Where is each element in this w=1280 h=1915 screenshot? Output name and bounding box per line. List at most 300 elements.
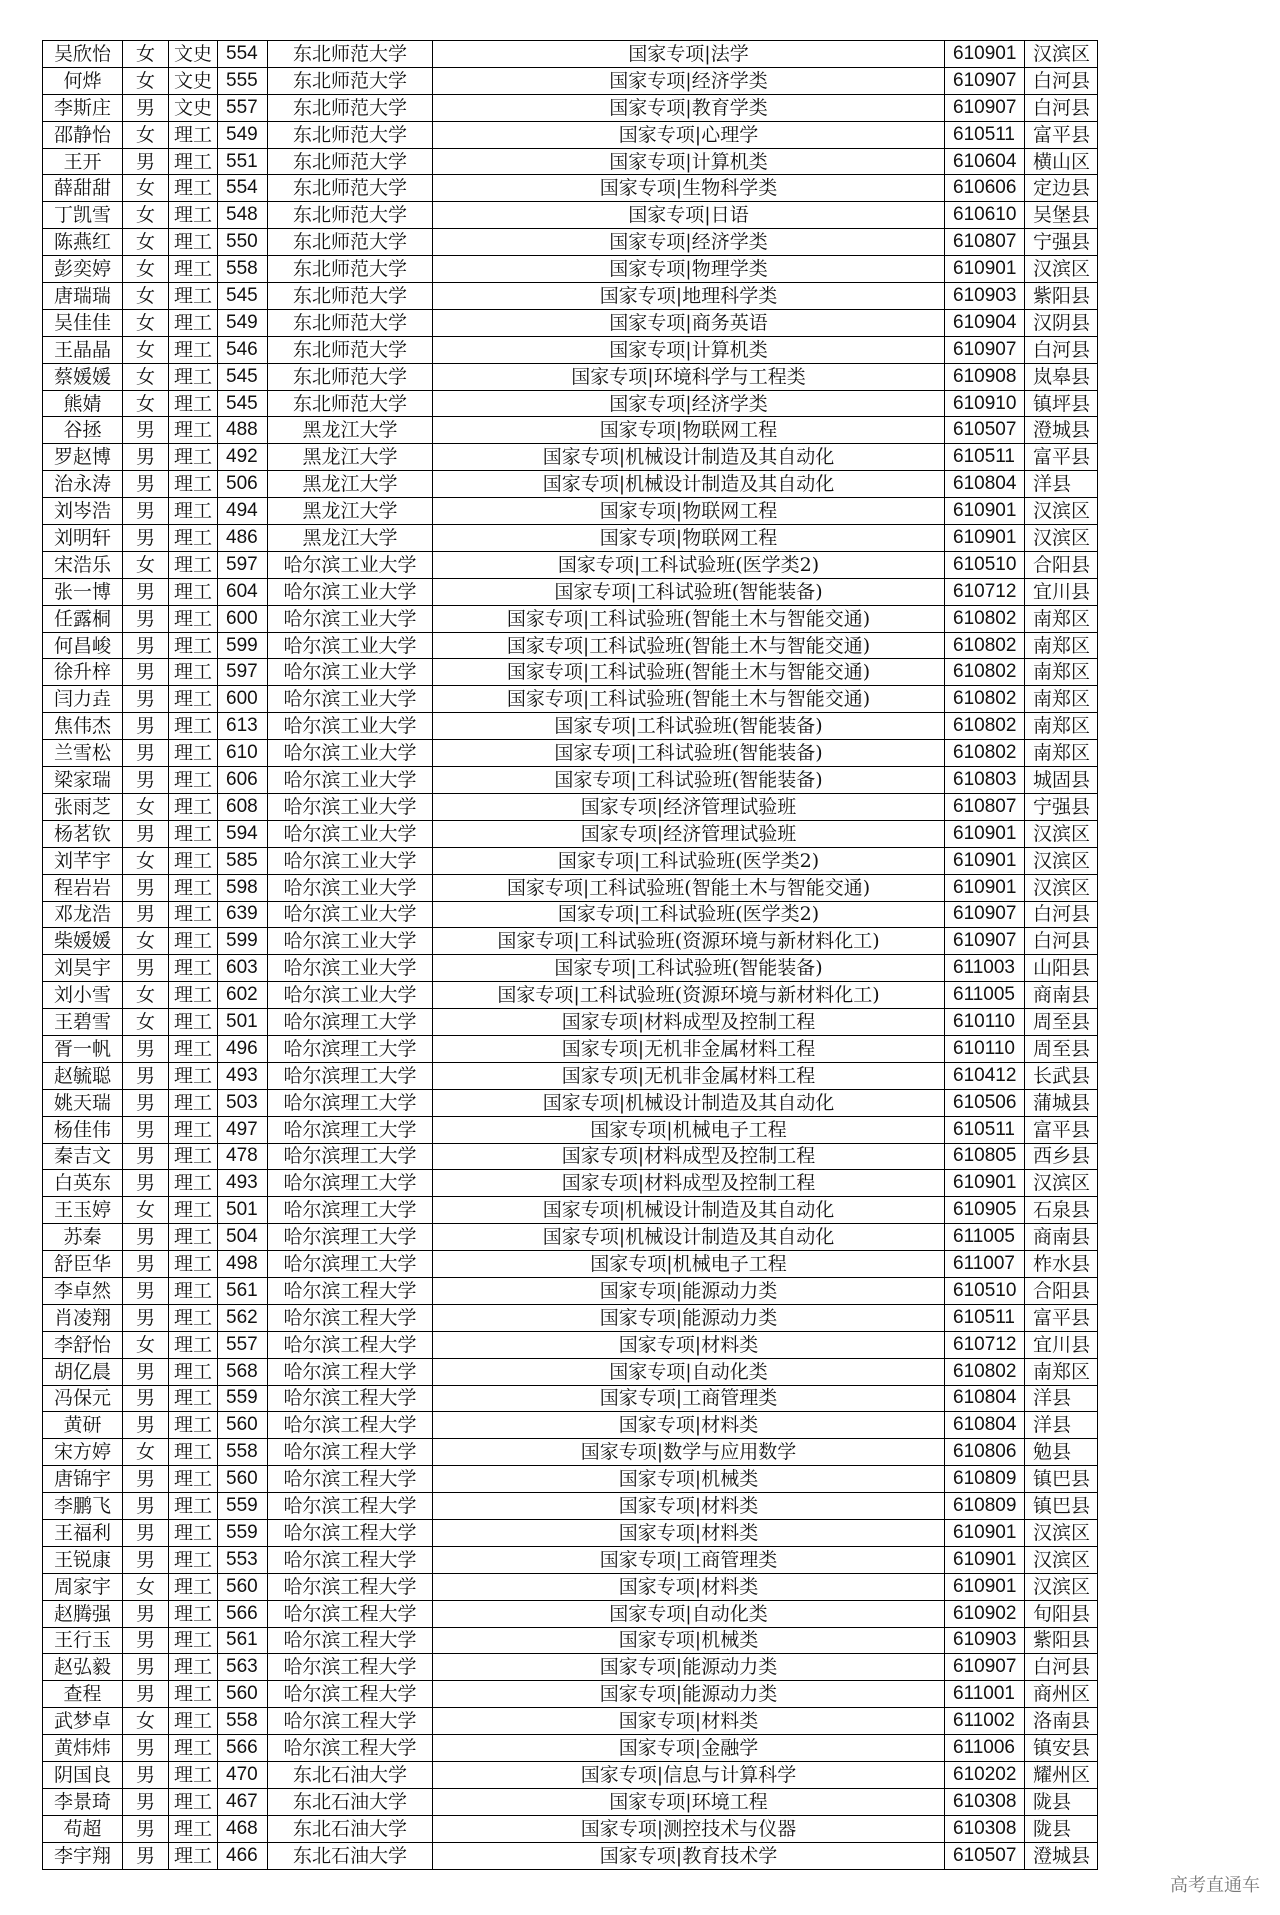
subject-track-cell: 理工: [169, 1143, 218, 1170]
major-cell: 国家专项|环境工程: [433, 1788, 945, 1815]
region-code-cell: 610802: [945, 632, 1025, 659]
major-cell: 国家专项|机械类: [433, 1466, 945, 1493]
region-code-cell: 610901: [945, 1546, 1025, 1573]
district-cell: 汉滨区: [1025, 525, 1098, 552]
major-cell: 国家专项|物联网工程: [433, 525, 945, 552]
score-cell: 545: [218, 390, 268, 417]
score-cell: 557: [218, 94, 268, 121]
region-code-cell: 610604: [945, 148, 1025, 175]
student-name-cell: 白英东: [43, 1170, 123, 1197]
student-name-cell: 刘明轩: [43, 525, 123, 552]
region-code-cell: 610901: [945, 41, 1025, 68]
student-name-cell: 王锐康: [43, 1546, 123, 1573]
student-name-cell: 张雨芝: [43, 793, 123, 820]
region-code-cell: 610901: [945, 498, 1025, 525]
student-name-cell: 李斯庄: [43, 94, 123, 121]
student-name-cell: 李舒怡: [43, 1331, 123, 1358]
region-code-cell: 610907: [945, 901, 1025, 928]
university-cell: 东北石油大学: [268, 1815, 433, 1842]
score-cell: 602: [218, 982, 268, 1009]
university-cell: 哈尔滨工程大学: [268, 1385, 433, 1412]
district-cell: 石泉县: [1025, 1197, 1098, 1224]
student-name-cell: 王行玉: [43, 1627, 123, 1654]
subject-track-cell: 理工: [169, 982, 218, 1009]
subject-track-cell: 理工: [169, 1600, 218, 1627]
region-code-cell: 610807: [945, 229, 1025, 256]
table-row: [43, 444, 1098, 471]
region-code-cell: 610110: [945, 1009, 1025, 1036]
gender-cell: 男: [123, 1224, 169, 1251]
university-cell: 哈尔滨工业大学: [268, 740, 433, 767]
major-cell: 国家专项|计算机类: [433, 336, 945, 363]
major-cell: 国家专项|物联网工程: [433, 498, 945, 525]
gender-cell: 男: [123, 94, 169, 121]
table-row: [43, 820, 1098, 847]
region-code-cell: 610606: [945, 175, 1025, 202]
subject-track-cell: 理工: [169, 632, 218, 659]
student-name-cell: 王福利: [43, 1519, 123, 1546]
district-cell: 白河县: [1025, 67, 1098, 94]
major-cell: 国家专项|机械设计制造及其自动化: [433, 471, 945, 498]
score-cell: 555: [218, 67, 268, 94]
table-row: [43, 1224, 1098, 1251]
subject-track-cell: 理工: [169, 713, 218, 740]
table-row: [43, 578, 1098, 605]
subject-track-cell: 理工: [169, 336, 218, 363]
subject-track-cell: 理工: [169, 1277, 218, 1304]
gender-cell: 男: [123, 1304, 169, 1331]
table-row: [43, 283, 1098, 310]
district-cell: 横山区: [1025, 148, 1098, 175]
gender-cell: 男: [123, 1735, 169, 1762]
major-cell: 国家专项|机械设计制造及其自动化: [433, 1089, 945, 1116]
major-cell: 国家专项|能源动力类: [433, 1654, 945, 1681]
subject-track-cell: 理工: [169, 1815, 218, 1842]
university-cell: 哈尔滨工业大学: [268, 659, 433, 686]
major-cell: 国家专项|日语: [433, 202, 945, 229]
district-cell: 汉滨区: [1025, 1170, 1098, 1197]
table-row: [43, 874, 1098, 901]
university-cell: 哈尔滨工程大学: [268, 1358, 433, 1385]
major-cell: 国家专项|教育学类: [433, 94, 945, 121]
subject-track-cell: 理工: [169, 1385, 218, 1412]
table-row: [43, 1573, 1098, 1600]
major-cell: 国家专项|环境科学与工程类: [433, 363, 945, 390]
student-name-cell: 治永涛: [43, 471, 123, 498]
subject-track-cell: 理工: [169, 525, 218, 552]
university-cell: 东北石油大学: [268, 1842, 433, 1869]
score-cell: 554: [218, 175, 268, 202]
major-cell: 国家专项|能源动力类: [433, 1681, 945, 1708]
gender-cell: 男: [123, 1062, 169, 1089]
region-code-cell: 610805: [945, 1143, 1025, 1170]
table-body: [43, 41, 1098, 1870]
student-name-cell: 薛甜甜: [43, 175, 123, 202]
university-cell: 哈尔滨工程大学: [268, 1331, 433, 1358]
major-cell: 国家专项|生物科学类: [433, 175, 945, 202]
table-row: [43, 498, 1098, 525]
region-code-cell: 610901: [945, 820, 1025, 847]
district-cell: 澄城县: [1025, 417, 1098, 444]
score-cell: 600: [218, 605, 268, 632]
major-cell: 国家专项|材料成型及控制工程: [433, 1143, 945, 1170]
gender-cell: 女: [123, 1708, 169, 1735]
score-cell: 549: [218, 309, 268, 336]
student-name-cell: 徐升梓: [43, 659, 123, 686]
table-row: [43, 202, 1098, 229]
university-cell: 哈尔滨工业大学: [268, 767, 433, 794]
gender-cell: 女: [123, 363, 169, 390]
district-cell: 耀州区: [1025, 1762, 1098, 1789]
gender-cell: 女: [123, 928, 169, 955]
major-cell: 国家专项|机械设计制造及其自动化: [433, 1197, 945, 1224]
table-row: [43, 148, 1098, 175]
table-row: [43, 1277, 1098, 1304]
subject-track-cell: 理工: [169, 1304, 218, 1331]
student-name-cell: 梁家瑞: [43, 767, 123, 794]
major-cell: 国家专项|工科试验班(智能土木与智能交通): [433, 686, 945, 713]
table-row: [43, 1493, 1098, 1520]
subject-track-cell: 理工: [169, 1170, 218, 1197]
gender-cell: 女: [123, 202, 169, 229]
region-code-cell: 610907: [945, 928, 1025, 955]
subject-track-cell: 理工: [169, 1331, 218, 1358]
score-cell: 497: [218, 1116, 268, 1143]
major-cell: 国家专项|金融学: [433, 1735, 945, 1762]
score-cell: 492: [218, 444, 268, 471]
student-name-cell: 阴国良: [43, 1762, 123, 1789]
region-code-cell: 611001: [945, 1681, 1025, 1708]
major-cell: 国家专项|材料成型及控制工程: [433, 1170, 945, 1197]
region-code-cell: 610510: [945, 551, 1025, 578]
university-cell: 东北石油大学: [268, 1762, 433, 1789]
major-cell: 国家专项|经济学类: [433, 229, 945, 256]
district-cell: 白河县: [1025, 1654, 1098, 1681]
major-cell: 国家专项|材料类: [433, 1573, 945, 1600]
gender-cell: 女: [123, 121, 169, 148]
table-row: [43, 686, 1098, 713]
table-row: [43, 1143, 1098, 1170]
score-cell: 557: [218, 1331, 268, 1358]
district-cell: 商南县: [1025, 1224, 1098, 1251]
subject-track-cell: 理工: [169, 1009, 218, 1036]
subject-track-cell: 理工: [169, 1035, 218, 1062]
district-cell: 汉滨区: [1025, 1519, 1098, 1546]
student-name-cell: 肖凌翔: [43, 1304, 123, 1331]
major-cell: 国家专项|工科试验班(智能土木与智能交通): [433, 874, 945, 901]
subject-track-cell: 理工: [169, 1627, 218, 1654]
student-name-cell: 赵腾强: [43, 1600, 123, 1627]
university-cell: 哈尔滨工程大学: [268, 1466, 433, 1493]
major-cell: 国家专项|机械设计制造及其自动化: [433, 444, 945, 471]
score-cell: 486: [218, 525, 268, 552]
major-cell: 国家专项|工科试验班(医学类2): [433, 901, 945, 928]
subject-track-cell: 理工: [169, 498, 218, 525]
student-name-cell: 何昌峻: [43, 632, 123, 659]
table-row: [43, 336, 1098, 363]
gender-cell: 女: [123, 336, 169, 363]
gender-cell: 男: [123, 1143, 169, 1170]
table-row: [43, 417, 1098, 444]
gender-cell: 女: [123, 309, 169, 336]
table-row: [43, 1681, 1098, 1708]
admission-table: [42, 40, 1098, 1870]
gender-cell: 男: [123, 1170, 169, 1197]
region-code-cell: 610202: [945, 1762, 1025, 1789]
region-code-cell: 610902: [945, 1600, 1025, 1627]
score-cell: 563: [218, 1654, 268, 1681]
student-name-cell: 胥一帆: [43, 1035, 123, 1062]
gender-cell: 男: [123, 1385, 169, 1412]
region-code-cell: 610510: [945, 1277, 1025, 1304]
university-cell: 哈尔滨工程大学: [268, 1412, 433, 1439]
gender-cell: 男: [123, 525, 169, 552]
score-cell: 496: [218, 1035, 268, 1062]
major-cell: 国家专项|无机非金属材料工程: [433, 1062, 945, 1089]
student-name-cell: 柴媛媛: [43, 928, 123, 955]
university-cell: 东北师范大学: [268, 363, 433, 390]
subject-track-cell: 理工: [169, 1224, 218, 1251]
district-cell: 白河县: [1025, 901, 1098, 928]
region-code-cell: 610907: [945, 94, 1025, 121]
student-name-cell: 张一博: [43, 578, 123, 605]
score-cell: 470: [218, 1762, 268, 1789]
gender-cell: 女: [123, 551, 169, 578]
subject-track-cell: 理工: [169, 309, 218, 336]
table-row: [43, 229, 1098, 256]
student-name-cell: 罗赵博: [43, 444, 123, 471]
region-code-cell: 610308: [945, 1815, 1025, 1842]
student-name-cell: 王玉婷: [43, 1197, 123, 1224]
table-row: [43, 1170, 1098, 1197]
region-code-cell: 610802: [945, 740, 1025, 767]
region-code-cell: 610901: [945, 256, 1025, 283]
subject-track-cell: 文史: [169, 41, 218, 68]
score-cell: 598: [218, 874, 268, 901]
district-cell: 汉滨区: [1025, 41, 1098, 68]
major-cell: 国家专项|无机非金属材料工程: [433, 1035, 945, 1062]
region-code-cell: 610506: [945, 1089, 1025, 1116]
region-code-cell: 611002: [945, 1708, 1025, 1735]
district-cell: 陇县: [1025, 1788, 1098, 1815]
score-cell: 597: [218, 551, 268, 578]
student-name-cell: 查程: [43, 1681, 123, 1708]
gender-cell: 男: [123, 605, 169, 632]
subject-track-cell: 理工: [169, 390, 218, 417]
student-name-cell: 谷拯: [43, 417, 123, 444]
subject-track-cell: 理工: [169, 1251, 218, 1278]
university-cell: 东北师范大学: [268, 283, 433, 310]
gender-cell: 男: [123, 1251, 169, 1278]
table-row: [43, 121, 1098, 148]
major-cell: 国家专项|工科试验班(智能装备): [433, 578, 945, 605]
gender-cell: 男: [123, 1762, 169, 1789]
district-cell: 洋县: [1025, 1412, 1098, 1439]
gender-cell: 男: [123, 1277, 169, 1304]
district-cell: 合阳县: [1025, 1277, 1098, 1304]
table-row: [43, 1519, 1098, 1546]
student-name-cell: 唐锦宇: [43, 1466, 123, 1493]
district-cell: 汉滨区: [1025, 1546, 1098, 1573]
region-code-cell: 610511: [945, 444, 1025, 471]
university-cell: 哈尔滨理工大学: [268, 1009, 433, 1036]
student-name-cell: 兰雪松: [43, 740, 123, 767]
student-name-cell: 宋方婷: [43, 1439, 123, 1466]
region-code-cell: 610511: [945, 121, 1025, 148]
district-cell: 南郑区: [1025, 713, 1098, 740]
subject-track-cell: 理工: [169, 1493, 218, 1520]
score-cell: 468: [218, 1815, 268, 1842]
district-cell: 紫阳县: [1025, 1627, 1098, 1654]
subject-track-cell: 理工: [169, 175, 218, 202]
table-row: [43, 1600, 1098, 1627]
major-cell: 国家专项|法学: [433, 41, 945, 68]
major-cell: 国家专项|工科试验班(医学类2): [433, 551, 945, 578]
student-name-cell: 杨佳伟: [43, 1116, 123, 1143]
subject-track-cell: 理工: [169, 256, 218, 283]
student-name-cell: 胡亿晨: [43, 1358, 123, 1385]
gender-cell: 男: [123, 1546, 169, 1573]
university-cell: 东北师范大学: [268, 121, 433, 148]
score-cell: 554: [218, 41, 268, 68]
university-cell: 东北师范大学: [268, 175, 433, 202]
region-code-cell: 610908: [945, 363, 1025, 390]
region-code-cell: 610907: [945, 1654, 1025, 1681]
student-name-cell: 赵毓聪: [43, 1062, 123, 1089]
score-cell: 503: [218, 1089, 268, 1116]
gender-cell: 男: [123, 1116, 169, 1143]
score-cell: 493: [218, 1170, 268, 1197]
score-cell: 501: [218, 1009, 268, 1036]
district-cell: 旬阳县: [1025, 1600, 1098, 1627]
district-cell: 汉滨区: [1025, 256, 1098, 283]
subject-track-cell: 理工: [169, 847, 218, 874]
table-row: [43, 1062, 1098, 1089]
district-cell: 洋县: [1025, 1385, 1098, 1412]
university-cell: 哈尔滨工业大学: [268, 793, 433, 820]
table-row: [43, 767, 1098, 794]
score-cell: 498: [218, 1251, 268, 1278]
subject-track-cell: 理工: [169, 444, 218, 471]
subject-track-cell: 理工: [169, 551, 218, 578]
major-cell: 国家专项|数学与应用数学: [433, 1439, 945, 1466]
region-code-cell: 611005: [945, 982, 1025, 1009]
gender-cell: 女: [123, 41, 169, 68]
subject-track-cell: 理工: [169, 901, 218, 928]
student-name-cell: 王晶晶: [43, 336, 123, 363]
university-cell: 黑龙江大学: [268, 525, 433, 552]
subject-track-cell: 理工: [169, 740, 218, 767]
student-name-cell: 赵弘毅: [43, 1654, 123, 1681]
table-row: [43, 1116, 1098, 1143]
student-name-cell: 蔡媛媛: [43, 363, 123, 390]
score-cell: 559: [218, 1493, 268, 1520]
score-cell: 560: [218, 1681, 268, 1708]
subject-track-cell: 理工: [169, 793, 218, 820]
district-cell: 汉滨区: [1025, 820, 1098, 847]
score-cell: 561: [218, 1627, 268, 1654]
university-cell: 黑龙江大学: [268, 444, 433, 471]
major-cell: 国家专项|材料类: [433, 1519, 945, 1546]
student-name-cell: 李鹏飞: [43, 1493, 123, 1520]
table-row: [43, 1331, 1098, 1358]
district-cell: 长武县: [1025, 1062, 1098, 1089]
subject-track-cell: 理工: [169, 874, 218, 901]
region-code-cell: 610806: [945, 1439, 1025, 1466]
university-cell: 东北师范大学: [268, 229, 433, 256]
major-cell: 国家专项|能源动力类: [433, 1304, 945, 1331]
district-cell: 周至县: [1025, 1035, 1098, 1062]
district-cell: 镇巴县: [1025, 1466, 1098, 1493]
district-cell: 富平县: [1025, 444, 1098, 471]
district-cell: 汉滨区: [1025, 847, 1098, 874]
subject-track-cell: 理工: [169, 1439, 218, 1466]
student-name-cell: 冯保元: [43, 1385, 123, 1412]
table-row: [43, 94, 1098, 121]
score-cell: 560: [218, 1412, 268, 1439]
district-cell: 镇坪县: [1025, 390, 1098, 417]
region-code-cell: 610511: [945, 1304, 1025, 1331]
university-cell: 哈尔滨工业大学: [268, 578, 433, 605]
table-row: [43, 1197, 1098, 1224]
major-cell: 国家专项|自动化类: [433, 1358, 945, 1385]
student-name-cell: 秦吉文: [43, 1143, 123, 1170]
score-cell: 606: [218, 767, 268, 794]
gender-cell: 女: [123, 283, 169, 310]
table-row: [43, 67, 1098, 94]
university-cell: 哈尔滨理工大学: [268, 1251, 433, 1278]
district-cell: 周至县: [1025, 1009, 1098, 1036]
subject-track-cell: 理工: [169, 148, 218, 175]
subject-track-cell: 理工: [169, 686, 218, 713]
table-row: [43, 1385, 1098, 1412]
gender-cell: 女: [123, 982, 169, 1009]
score-cell: 566: [218, 1600, 268, 1627]
gender-cell: 男: [123, 1788, 169, 1815]
subject-track-cell: 理工: [169, 820, 218, 847]
district-cell: 定边县: [1025, 175, 1098, 202]
region-code-cell: 610802: [945, 686, 1025, 713]
major-cell: 国家专项|经济管理试验班: [433, 820, 945, 847]
region-code-cell: 610901: [945, 1573, 1025, 1600]
subject-track-cell: 理工: [169, 1788, 218, 1815]
university-cell: 哈尔滨工业大学: [268, 713, 433, 740]
district-cell: 城固县: [1025, 767, 1098, 794]
university-cell: 哈尔滨工业大学: [268, 632, 433, 659]
university-cell: 东北师范大学: [268, 202, 433, 229]
district-cell: 洋县: [1025, 471, 1098, 498]
subject-track-cell: 理工: [169, 1412, 218, 1439]
score-cell: 559: [218, 1385, 268, 1412]
table-row: [43, 1842, 1098, 1869]
district-cell: 镇安县: [1025, 1735, 1098, 1762]
subject-track-cell: 理工: [169, 928, 218, 955]
district-cell: 商州区: [1025, 1681, 1098, 1708]
table-row: [43, 659, 1098, 686]
region-code-cell: 610802: [945, 1358, 1025, 1385]
table-row: [43, 1439, 1098, 1466]
major-cell: 国家专项|材料成型及控制工程: [433, 1009, 945, 1036]
score-cell: 558: [218, 1439, 268, 1466]
score-cell: 466: [218, 1842, 268, 1869]
university-cell: 哈尔滨工业大学: [268, 874, 433, 901]
district-cell: 南郑区: [1025, 659, 1098, 686]
district-cell: 汉滨区: [1025, 498, 1098, 525]
university-cell: 东北师范大学: [268, 41, 433, 68]
region-code-cell: 610910: [945, 390, 1025, 417]
subject-track-cell: 理工: [169, 1062, 218, 1089]
gender-cell: 男: [123, 471, 169, 498]
